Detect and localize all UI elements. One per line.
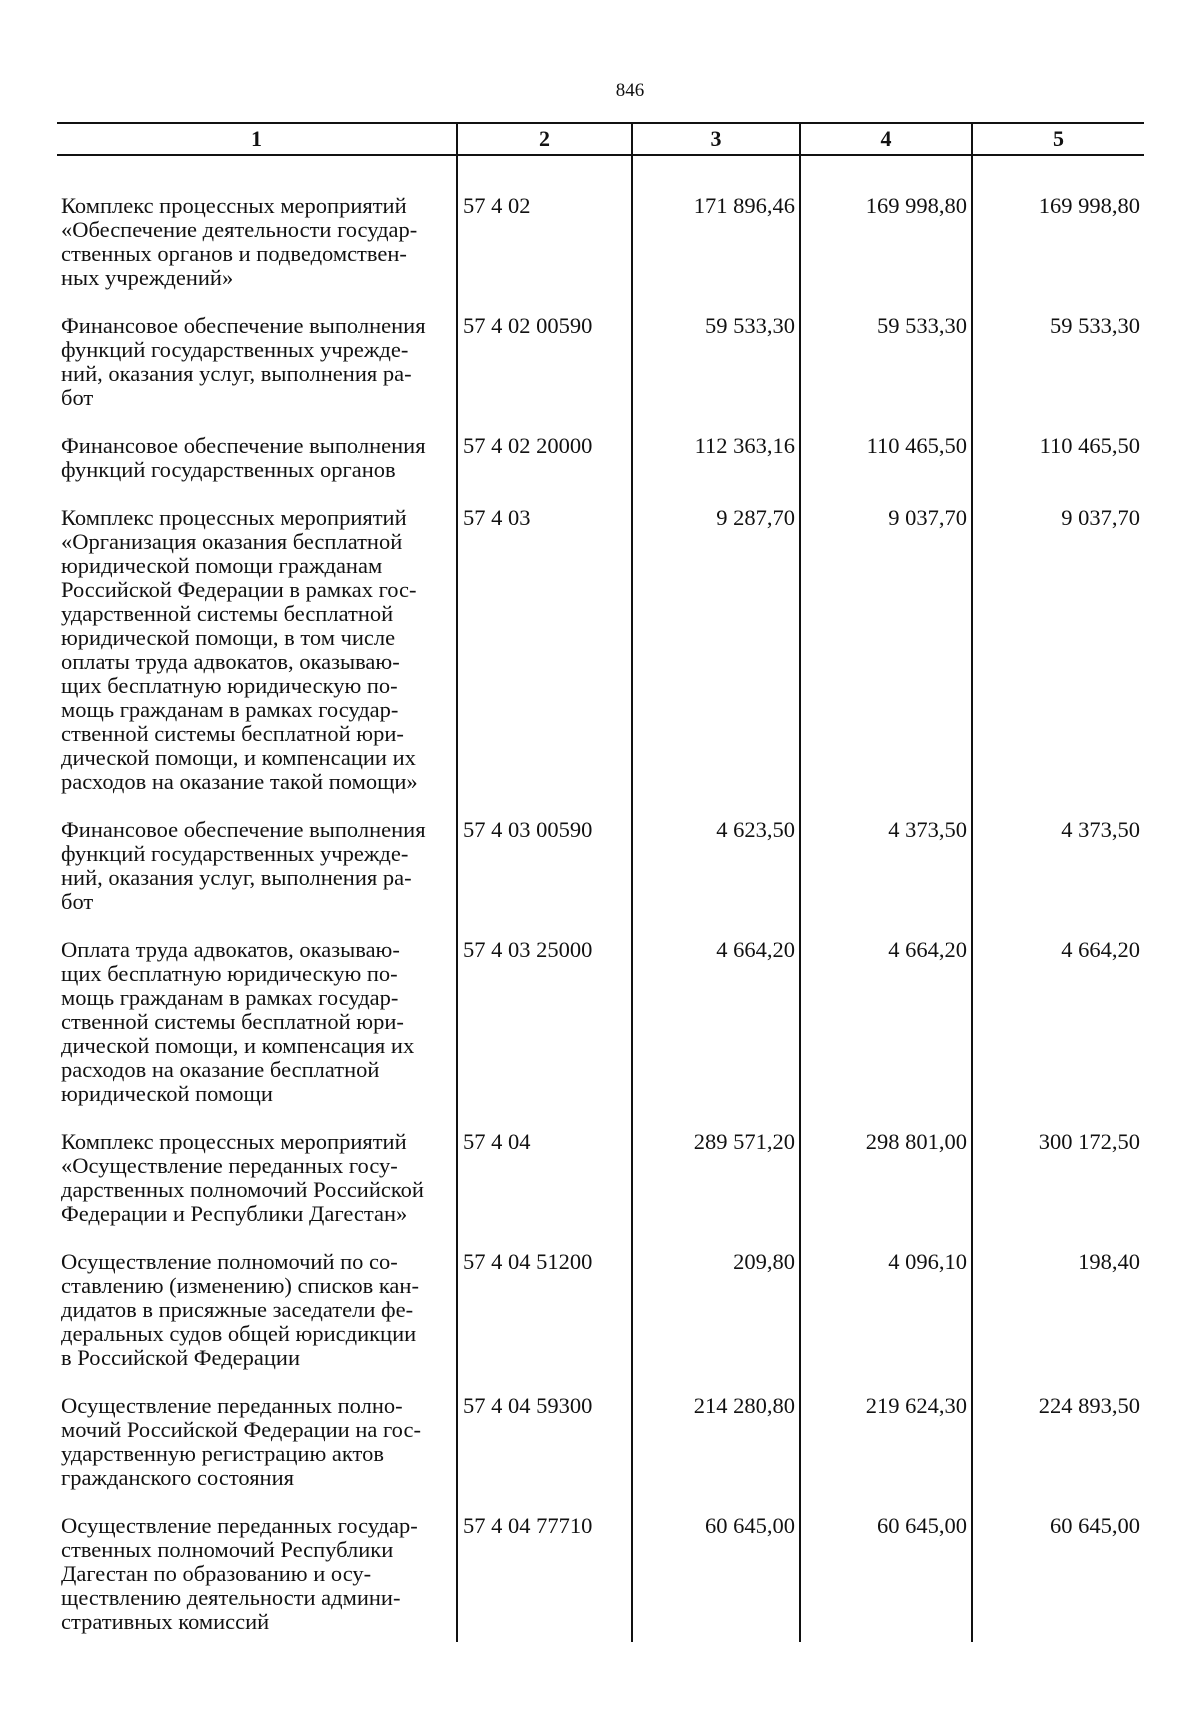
row-name [57, 1130, 457, 1250]
row-value-col4: 60 645,00 [800, 1514, 972, 1642]
row-name-line: Финансовое обеспечение выполнения [61, 817, 426, 842]
row-name [57, 938, 457, 1130]
row-name-line: Комплекс процессных мероприятий [61, 505, 407, 530]
column-header-3: 3 [632, 123, 800, 155]
column-header-5: 5 [972, 123, 1144, 155]
header-row [57, 123, 1144, 155]
row-code: 57 4 04 59300 [457, 1394, 632, 1514]
row-value-col3: 214 280,80 [632, 1394, 800, 1514]
table-row [57, 314, 1144, 434]
table-body [57, 155, 1144, 1642]
row-name-line: Российской Федерации в рамках гос- [61, 577, 417, 602]
row-name [57, 506, 457, 818]
row-name-line: расходов на оказание такой помощи» [61, 769, 418, 794]
row-value-col4: 59 533,30 [800, 314, 972, 434]
row-name-line: гражданского состояния [61, 1465, 294, 1490]
row-value-col3: 9 287,70 [632, 506, 800, 818]
row-name-line: ственных полномочий Республики [61, 1537, 394, 1562]
row-code: 57 4 03 [457, 506, 632, 818]
row-name-line: мочий Российской Федерации на гос- [61, 1417, 421, 1442]
row-value-col5: 4 373,50 [972, 818, 1144, 938]
row-name-line: ний, оказания услуг, выполнения ра- [61, 361, 412, 386]
row-value-col4: 9 037,70 [800, 506, 972, 818]
row-name [57, 314, 457, 434]
row-value-col4: 219 624,30 [800, 1394, 972, 1514]
table-row [57, 506, 1144, 818]
table-row [57, 434, 1144, 506]
table-row [57, 155, 1144, 314]
row-name-line: Финансовое обеспечение выполнения [61, 433, 426, 458]
row-value-col5: 110 465,50 [972, 434, 1144, 506]
row-name-line: дидатов в присяжные заседатели фе- [61, 1297, 414, 1322]
row-name-line: ственной системы бесплатной юри- [61, 1009, 404, 1034]
table-row [57, 1514, 1144, 1642]
row-name-line: ний, оказания услуг, выполнения ра- [61, 865, 412, 890]
row-name [57, 1250, 457, 1394]
row-name-line: щих бесплатную юридическую по- [61, 961, 398, 986]
row-name [57, 434, 457, 506]
row-value-col5: 60 645,00 [972, 1514, 1144, 1642]
row-name [57, 1514, 457, 1642]
column-header-4: 4 [800, 123, 972, 155]
row-value-col3: 289 571,20 [632, 1130, 800, 1250]
row-name-line: ственной системы бесплатной юри- [61, 721, 404, 746]
row-name-line: ных учреждений» [61, 265, 234, 290]
row-value-col5: 59 533,30 [972, 314, 1144, 434]
row-name-line: функций государственных учрежде- [61, 337, 409, 362]
row-value-col3: 112 363,16 [632, 434, 800, 506]
row-value-col5: 4 664,20 [972, 938, 1144, 1130]
row-value-col5: 198,40 [972, 1250, 1144, 1394]
row-name-line: юридической помощи гражданам [61, 553, 383, 578]
row-code: 57 4 02 00590 [457, 314, 632, 434]
row-name-line: юридической помощи [61, 1081, 273, 1106]
page-number: 846 [615, 80, 645, 101]
table-row [57, 1250, 1144, 1394]
row-name-line: Федерации и Республики Дагестан» [61, 1201, 408, 1226]
row-name [57, 818, 457, 938]
table-row [57, 1394, 1144, 1514]
row-name-line: бот [61, 385, 94, 410]
row-name-line: Осуществление переданных государ- [61, 1513, 418, 1538]
row-value-col5: 300 172,50 [972, 1130, 1144, 1250]
row-name-line: Осуществление полномочий по со- [61, 1249, 398, 1274]
column-header-2: 2 [457, 123, 632, 155]
row-name-line: бот [61, 889, 94, 914]
row-value-col5: 224 893,50 [972, 1394, 1144, 1514]
row-value-col3: 209,80 [632, 1250, 800, 1394]
row-value-col3: 60 645,00 [632, 1514, 800, 1642]
row-name-line: ществлению деятельности админи- [61, 1585, 401, 1610]
row-name-line: функций государственных органов [61, 457, 396, 482]
row-value-col3: 4 664,20 [632, 938, 800, 1130]
row-value-col4: 169 998,80 [800, 155, 972, 314]
row-value-col4: 298 801,00 [800, 1130, 972, 1250]
row-value-col5: 169 998,80 [972, 155, 1144, 314]
row-name-line: ударственную регистрацию актов [61, 1441, 384, 1466]
row-name-line: расходов на оказание бесплатной [61, 1057, 380, 1082]
row-code: 57 4 03 00590 [457, 818, 632, 938]
row-value-col5: 9 037,70 [972, 506, 1144, 818]
row-code: 57 4 04 51200 [457, 1250, 632, 1394]
row-name-line: стративных комиссий [61, 1609, 270, 1634]
table-header [57, 123, 1144, 155]
row-name-line: дарственных полномочий Российской [61, 1177, 424, 1202]
row-name-line: Комплекс процессных мероприятий [61, 1129, 407, 1154]
row-code: 57 4 02 20000 [457, 434, 632, 506]
row-name-line: функций государственных учрежде- [61, 841, 409, 866]
row-name-line: дической помощи, и компенсации их [61, 745, 416, 770]
row-name-line: ставлению (изменению) списков кан- [61, 1273, 419, 1298]
row-code: 57 4 04 77710 [457, 1514, 632, 1642]
row-code: 57 4 03 25000 [457, 938, 632, 1130]
row-name-line: Комплекс процессных мероприятий [61, 193, 407, 218]
row-value-col4: 4 096,10 [800, 1250, 972, 1394]
table-row [57, 1130, 1144, 1250]
row-name-line: в Российской Федерации [61, 1345, 301, 1370]
row-value-col3: 4 623,50 [632, 818, 800, 938]
row-name-line: «Обеспечение деятельности государ- [61, 217, 418, 242]
row-value-col3: 59 533,30 [632, 314, 800, 434]
row-name-line: юридической помощи, в том числе [61, 625, 396, 650]
row-name-line: дической помощи, и компенсация их [61, 1033, 415, 1058]
row-value-col4: 110 465,50 [800, 434, 972, 506]
row-value-col3: 171 896,46 [632, 155, 800, 314]
row-name-line: деральных судов общей юрисдикции [61, 1321, 417, 1346]
row-name-line: «Осуществление переданных госу- [61, 1153, 398, 1178]
row-name-line: Финансовое обеспечение выполнения [61, 313, 426, 338]
budget-table [57, 122, 1144, 1642]
row-name-line: «Организация оказания бесплатной [61, 529, 403, 554]
row-name-line: оплаты труда адвокатов, оказываю- [61, 649, 400, 674]
row-name-line: Осуществление переданных полно- [61, 1393, 403, 1418]
row-name [57, 155, 457, 314]
row-name-line: мощь гражданам в рамках государ- [61, 985, 399, 1010]
row-name-line: Дагестан по образованию и осу- [61, 1561, 372, 1586]
row-name [57, 1394, 457, 1514]
table-row [57, 818, 1144, 938]
table-row [57, 938, 1144, 1130]
row-name-line: щих бесплатную юридическую по- [61, 673, 398, 698]
row-value-col4: 4 373,50 [800, 818, 972, 938]
row-name-line: ударственной системы бесплатной [61, 601, 394, 626]
row-code: 57 4 04 [457, 1130, 632, 1250]
row-name-line: Оплата труда адвокатов, оказываю- [61, 937, 400, 962]
row-value-col4: 4 664,20 [800, 938, 972, 1130]
column-header-1: 1 [57, 123, 457, 155]
row-name-line: мощь гражданам в рамках государ- [61, 697, 399, 722]
row-name-line: ственных органов и подведомствен- [61, 241, 407, 266]
row-code: 57 4 02 [457, 155, 632, 314]
